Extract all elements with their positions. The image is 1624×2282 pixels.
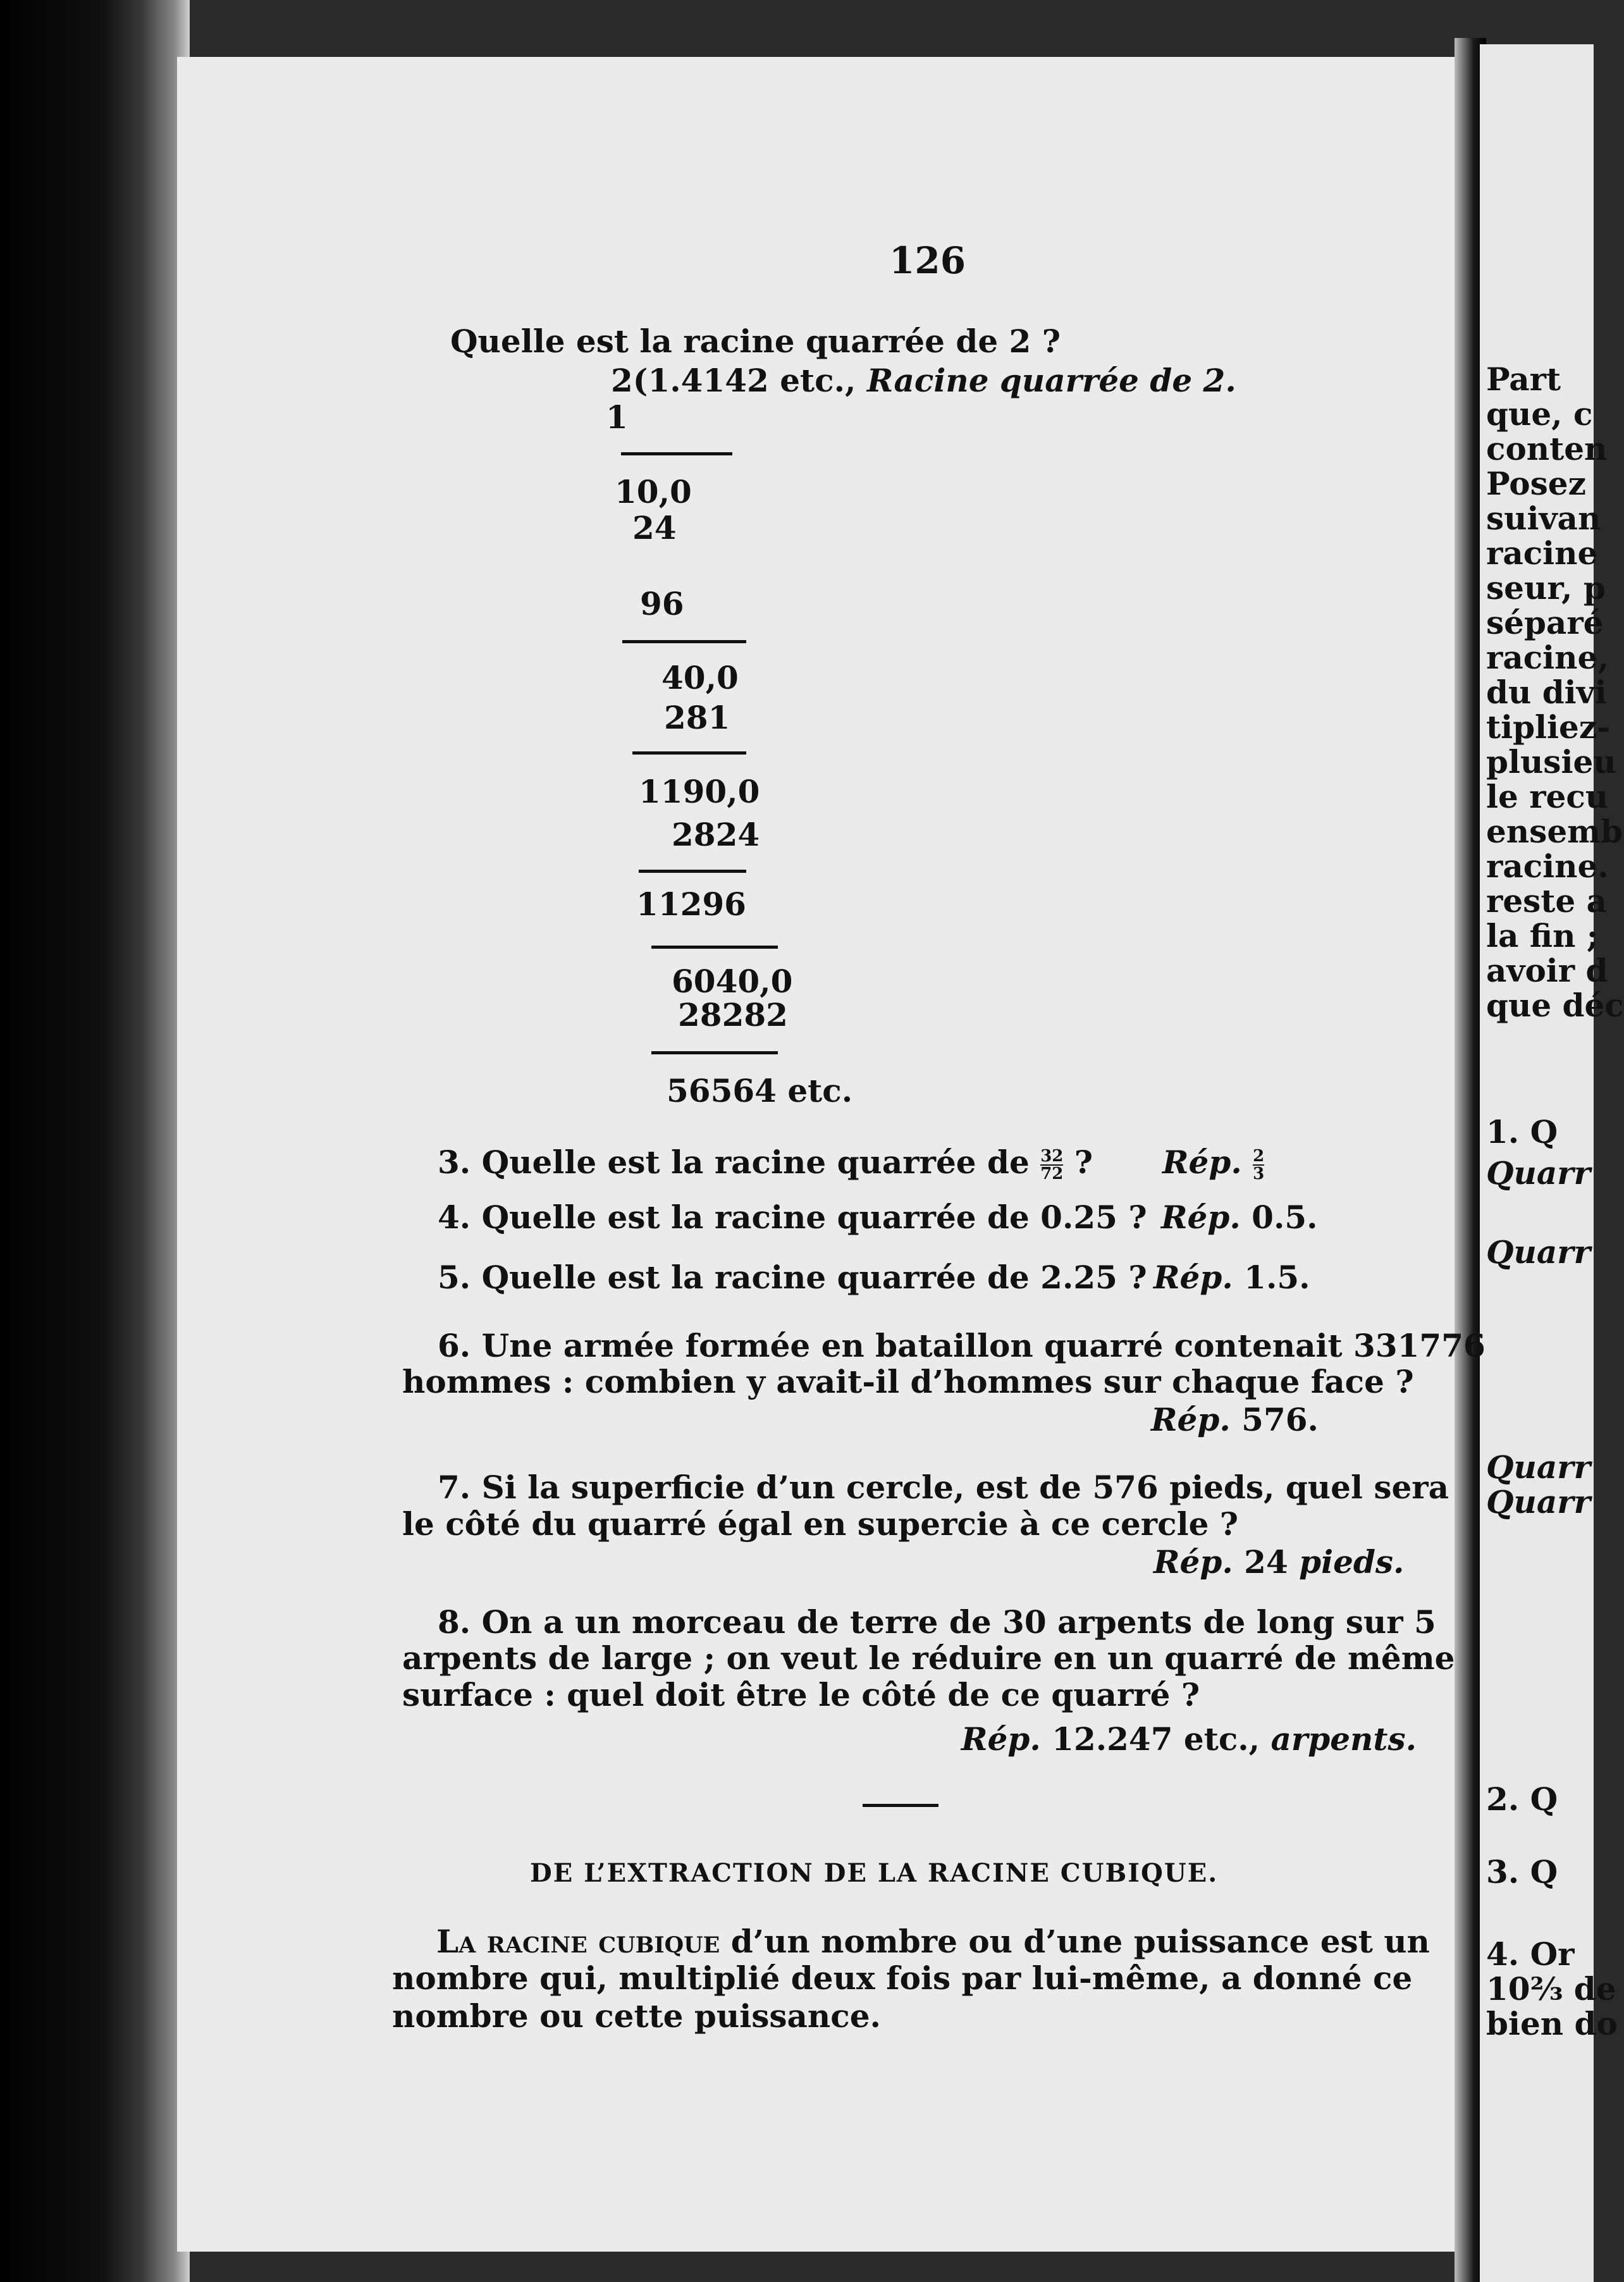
work-row: 24 — [632, 509, 677, 546]
problem-text: Quelle est la racine quarrée de 2.25 ? — [481, 1259, 1147, 1296]
problem-number: 7. — [438, 1469, 471, 1506]
work-header — [611, 362, 1236, 399]
problem-number: 6. — [438, 1327, 471, 1364]
right-fragment: 10⅔ de — [1486, 1970, 1616, 2008]
problem-text: Une armée formée en bataillon quarré contenait 331776 — [481, 1327, 1486, 1364]
problem-number: 4. — [438, 1199, 471, 1236]
rule-line — [632, 751, 746, 755]
work-row: 1 — [606, 398, 628, 436]
fraction: $\frac{2}{3}$ — [1253, 1147, 1265, 1183]
right-fragment: tipliez- — [1486, 708, 1610, 746]
problem-7-line-2: le côté du quarré égal en supercie à ce cercle ? — [402, 1505, 1239, 1543]
right-fragment: racine, — [1486, 639, 1609, 676]
right-fragment: suivan — [1486, 500, 1601, 537]
right-fragment: Quarr — [1486, 1154, 1590, 1192]
right-fragment: que déc — [1486, 987, 1624, 1024]
right-fragment: racine. — [1486, 848, 1609, 885]
problem-6-line-1 — [438, 1327, 1486, 1364]
problem-6-line-2: hommes : combien y avait-il d’hommes sur chaque face ? — [402, 1363, 1414, 1400]
work-row: 2824 — [672, 816, 760, 853]
right-fragment: 4. Or — [1486, 1935, 1575, 1973]
work-row: 10,0 — [615, 473, 692, 510]
work-row: 96 — [640, 585, 684, 622]
problem-number: 8. — [438, 1603, 471, 1641]
right-fragment: avoir d — [1486, 952, 1608, 989]
rep-label: Rép. — [1153, 1543, 1233, 1581]
definition-lead: La racine cubique — [436, 1923, 720, 1960]
right-fragment: plusieu — [1486, 743, 1616, 780]
problem-text: On a un morceau de terre de 30 arpents de long sur 5 — [481, 1603, 1436, 1641]
definition-line-3: nombre ou cette puissance. — [392, 1997, 881, 2035]
work-row: 40,0 — [661, 659, 739, 696]
answer-5 — [1153, 1259, 1310, 1296]
root-label: Racine quarrée de 2. — [866, 362, 1236, 399]
right-fragment: 1. Q — [1486, 1113, 1558, 1150]
rule-line — [622, 640, 746, 643]
right-fragment: Quarr — [1486, 1483, 1590, 1520]
work-number: 2 — [611, 362, 633, 399]
work-row: 56564 etc. — [667, 1072, 853, 1109]
answer-7 — [1153, 1543, 1404, 1581]
rule-line — [651, 946, 778, 949]
rule-line — [651, 1051, 778, 1054]
right-fragment: du divi — [1486, 674, 1607, 711]
work-paren: ( — [632, 362, 648, 399]
answer: 1.5. — [1244, 1259, 1310, 1296]
problem-8-line-2: arpents de large ; on veut le réduire en un quarré de même — [402, 1639, 1455, 1677]
right-fragment: Quarr — [1486, 1448, 1590, 1486]
rep-label: Rép. — [961, 1720, 1041, 1758]
right-fragment: 3. Q — [1486, 1853, 1558, 1890]
problem-3 — [438, 1144, 1093, 1182]
problem-8-line-3: surface : quel doit être le côté de ce quarré ? — [402, 1676, 1200, 1713]
definition-line-2: nombre qui, multiplié deux fois par lui-même, a donné ce — [392, 1959, 1413, 1997]
book-binding — [0, 0, 190, 2282]
right-fragment: 2. Q — [1486, 1780, 1558, 1818]
answer-4 — [1161, 1199, 1318, 1236]
right-fragment: racine — [1486, 534, 1598, 572]
definition-rest: d’un nombre ou d’une puissance est un — [720, 1923, 1430, 1960]
answer-unit: pieds. — [1299, 1543, 1405, 1581]
answer-unit: arpents. — [1270, 1720, 1417, 1758]
right-fragment: séparé — [1486, 604, 1604, 641]
right-fragment: Part — [1486, 361, 1561, 398]
problem-text: Quelle est la racine quarrée de 0.25 ? — [481, 1199, 1147, 1236]
right-fragment: ensemb — [1486, 813, 1623, 850]
rep-label: Rép. — [1151, 1401, 1231, 1438]
answer: 576. — [1241, 1401, 1319, 1438]
answer: 24 — [1244, 1543, 1288, 1581]
answer-3 — [1162, 1144, 1264, 1182]
fraction: $\frac{32}{72}$ — [1040, 1147, 1064, 1183]
rep-label: Rép. — [1153, 1259, 1233, 1296]
problem-text: Quelle est la racine quarrée de — [481, 1144, 1030, 1181]
answer-8 — [961, 1720, 1417, 1758]
problem-7-line-1 — [438, 1469, 1449, 1506]
right-page-edge — [1480, 44, 1624, 2282]
right-fragment: que, c — [1486, 395, 1593, 433]
problem-number: 5. — [438, 1259, 471, 1296]
right-fragment: la fin ; — [1486, 917, 1599, 954]
page-number: 126 — [889, 239, 966, 282]
right-fragment: conten — [1486, 430, 1608, 467]
problem-5 — [438, 1259, 1147, 1296]
work-row: 1190,0 — [639, 773, 760, 810]
right-fragment: Quarr — [1486, 1233, 1590, 1271]
work-row: 281 — [664, 699, 730, 736]
work-row: 6040,0 — [672, 963, 793, 1000]
work-row: 28282 — [678, 996, 788, 1033]
rule-line — [639, 870, 746, 873]
rule-line — [621, 452, 732, 455]
root-value: 1.4142 etc., — [648, 362, 856, 399]
answer: 12.247 etc., — [1052, 1720, 1260, 1758]
problem-4 — [438, 1199, 1147, 1236]
problem-number: 3. — [438, 1144, 471, 1181]
right-fragment: reste a — [1486, 882, 1608, 920]
problem-8-line-1 — [438, 1603, 1436, 1641]
problem-text: Si la superficie d’un cercle, est de 576 pieds, quel sera — [481, 1469, 1449, 1506]
answer-6 — [1151, 1401, 1319, 1438]
rep-label: Rép. — [1161, 1199, 1241, 1236]
answer: 0.5. — [1252, 1199, 1318, 1236]
right-fragment: le recu — [1486, 778, 1609, 815]
work-row: 11296 — [636, 885, 746, 923]
section-title: DE L’EXTRACTION DE LA RACINE CUBIQUE. — [530, 1858, 1219, 1888]
section-separator — [863, 1804, 938, 1807]
right-fragment: bien do — [1486, 2005, 1618, 2042]
rep-label: Rép. — [1162, 1144, 1242, 1181]
problem-text-after: ? — [1074, 1144, 1093, 1181]
definition-line-1 — [436, 1923, 1430, 1960]
right-fragment: seur, p — [1486, 569, 1606, 607]
intro-question: Quelle est la racine quarrée de 2 ? — [450, 323, 1061, 360]
right-fragment: Posez — [1486, 465, 1586, 502]
